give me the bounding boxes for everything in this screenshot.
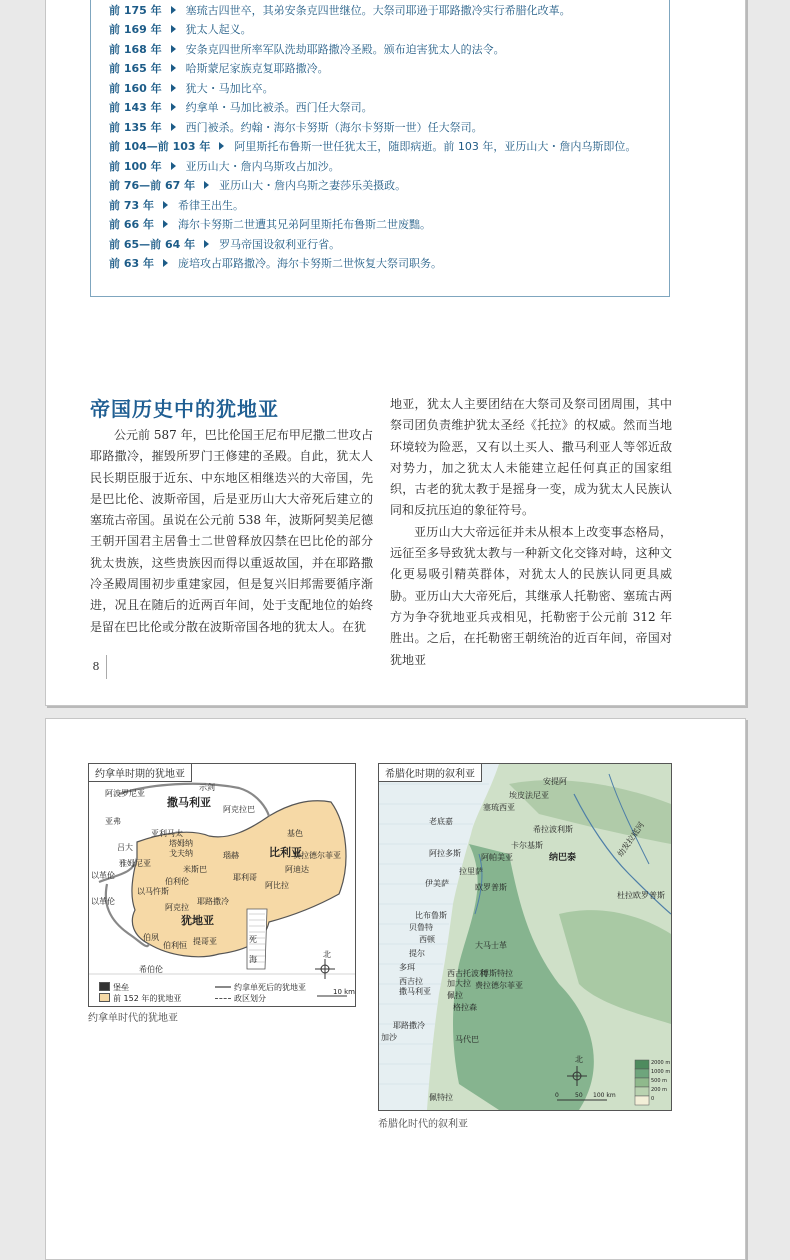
timeline-year: 前 76—前 67 年 — [109, 179, 196, 192]
timeline-row — [109, 82, 274, 96]
legend-swatch — [635, 1078, 649, 1087]
map-label: 费拉德尔菲亚 — [293, 851, 341, 860]
timeline-year: 前 169 年 — [109, 23, 162, 36]
map-label: 希拉波利斯 — [533, 825, 573, 834]
map-label: 纳巴泰 — [549, 853, 577, 863]
arrow-right-icon — [204, 240, 209, 248]
map-label: 卡尔基斯 — [511, 841, 543, 850]
map-label: 加沙 — [381, 1033, 397, 1042]
map-label: 费拉德尔菲亚 — [475, 981, 523, 990]
legend-swatch — [635, 1087, 649, 1096]
map-graphic — [89, 764, 355, 1006]
map-label: 佩特拉 — [429, 1093, 453, 1102]
arrow-right-icon — [204, 181, 209, 189]
arrow-right-icon — [171, 84, 176, 92]
timeline-year: 前 175 年 — [109, 3, 162, 17]
map-scale: 100 km — [593, 1092, 616, 1099]
timeline-year: 前 100 年 — [109, 159, 162, 173]
arrow-right-icon — [171, 45, 176, 53]
arrow-right-icon — [171, 6, 176, 14]
map-label: 西吉拉 — [399, 977, 423, 986]
map-label: 塔姆纳 — [169, 839, 193, 848]
timeline-year: 前 165 年 — [109, 62, 162, 75]
legend-judea-152: 前 152 年的犹地亚 — [99, 993, 181, 1004]
timeline-row — [109, 101, 373, 115]
legend-label: 500 m — [651, 1078, 668, 1084]
map-label: 耶利哥 — [233, 873, 257, 882]
map-label: 以马忤斯 — [137, 887, 169, 896]
timeline-row — [109, 160, 340, 174]
map-label: 加大拉 — [447, 979, 471, 988]
timeline-row — [109, 179, 406, 193]
book-page-left — [45, 0, 746, 706]
map-label: 西古托波利 — [447, 969, 487, 978]
timeline-year: 前 63 年 — [109, 257, 154, 270]
map-label: 阿帕美亚 — [481, 853, 513, 862]
timeline-event: 哈斯蒙尼家族克复耶路撒冷。 — [185, 62, 329, 75]
timeline-row — [109, 257, 442, 271]
map-label: 伯利伦 — [165, 877, 189, 886]
map-scale: 10 km — [333, 988, 356, 996]
arrow-right-icon — [219, 142, 224, 150]
map-label: 阿波罗尼亚 — [105, 789, 145, 798]
timeline-event: 西门被杀。约翰・海尔卡努斯（海尔卡努斯一世）任大祭司。 — [185, 120, 483, 134]
map-label: 雅姆尼亚 — [119, 859, 151, 868]
map-label: 伊美萨 — [425, 879, 449, 888]
timeline-row — [109, 238, 340, 252]
timeline-year: 前 65—前 64 年 — [109, 237, 196, 251]
map-judea-jonathan — [88, 763, 356, 1007]
timeline-event: 庞培攻占耶路撒冷。海尔卡努斯二世恢复大祭司职务。 — [177, 257, 442, 270]
timeline-row — [109, 23, 252, 37]
map-label: 死 — [249, 935, 257, 944]
map-label: 马代巴 — [455, 1035, 479, 1044]
map-caption: 约拿单时代的犹地亚 — [88, 1013, 178, 1024]
timeline-event: 亚历山大・詹内乌斯攻占加沙。 — [185, 159, 340, 173]
legend-border-admin: 政区划分 — [215, 993, 266, 1004]
map-label: 吕大 — [117, 843, 133, 852]
timeline-row — [109, 218, 431, 232]
map-label: 大马士革 — [475, 941, 507, 950]
map-label: 贝鲁特 — [409, 923, 433, 932]
book-page-right — [45, 718, 746, 1260]
article-paragraph: 地亚，犹太人主要团结在大祭司及祭司团周围，其中祭司团负责维护犹太圣经《托拉》的权威。然而当地环境较为险恶，又有以土买人、撒马利亚人等邻近敌对势力，加之犹太人未能建立起任何真正的国家组织，古老的犹太教于是摇身一变，成为犹太人民族认同和反抗压迫的象征符号。 — [390, 397, 672, 518]
map-hellenistic-syria — [378, 763, 672, 1111]
map-title: 希腊化时期的叙利亚 — [379, 764, 482, 782]
map-label: 海 — [249, 955, 257, 964]
map-label: 耶路撒冷 — [393, 1021, 425, 1030]
arrow-right-icon — [163, 259, 168, 267]
map-label: 基色 — [287, 829, 303, 838]
article-column-left — [90, 425, 373, 638]
map-label: 伯利恒 — [163, 941, 187, 950]
map-label: 佩拉 — [447, 991, 463, 1000]
timeline-row — [109, 4, 571, 18]
map-label: 格拉森 — [453, 1003, 477, 1012]
map-label: 米斯巴 — [183, 865, 207, 874]
map-label: 戈夫纳 — [169, 849, 193, 858]
map-scale: 0 — [555, 1092, 559, 1099]
map-label: 阿比拉 — [265, 881, 289, 890]
timeline-row — [109, 43, 505, 57]
legend-swatch — [99, 993, 110, 1002]
timeline-year: 前 168 年 — [109, 42, 162, 56]
map-label: 埃皮法尼亚 — [509, 791, 549, 800]
article-paragraph: 公元前 587 年，巴比伦国王尼布甲尼撒二世攻占耶路撒冷，摧毁所罗门王修建的圣殿。自此，犹太人民长期臣服于近东、中东地区相继迭兴的大帝国，先是巴比伦、波斯帝国，后是亚历山大大帝死后建立的塞琉古帝国。虽说在公元前 538 年，波斯阿契美尼德王朝开国君主居鲁士二世曾释放囚禁在巴比伦的部分犹太贵族，这些贵族因而得以重返故国，并在耶路撒冷圣殿周围初步重建家园，但是复兴旧邦需要循序渐进，况且在随后的近两百年间，处于支配地位的始终是留在巴比伦或分散在波斯帝国各地的犹太人。在犹 — [90, 428, 373, 634]
legend-label: 1000 m — [651, 1069, 671, 1075]
article-column-right — [390, 394, 672, 671]
map-label: 瑙赫 — [223, 851, 239, 860]
legend-swatch — [99, 982, 110, 991]
map-label: 希伯伦 — [139, 965, 163, 974]
timeline-year: 前 135 年 — [109, 120, 162, 134]
map-label: 亚弗 — [105, 817, 121, 826]
map-label: 阿克拉 — [165, 903, 189, 912]
timeline-year: 前 160 年 — [109, 81, 162, 95]
timeline-row — [109, 140, 636, 154]
legend-label: 2000 m — [651, 1060, 671, 1066]
map-north: 北 — [575, 1055, 583, 1064]
legend-label: 200 m — [651, 1087, 668, 1093]
map-scale: 50 — [575, 1092, 583, 1099]
page-number: 8 — [86, 655, 107, 679]
map-label: 多珥 — [399, 963, 415, 972]
map-label: 杜拉欧罗普斯 — [617, 891, 665, 900]
map-title: 约拿单时期的犹地亚 — [89, 764, 192, 782]
map-label: 阿迪达 — [285, 865, 309, 874]
legend-swatch — [635, 1060, 649, 1069]
map-label: 西顿 — [419, 935, 435, 944]
map-label: 塞琉西亚 — [483, 803, 515, 812]
map-caption: 希腊化时代的叙利亚 — [378, 1119, 468, 1130]
timeline-event: 阿里斯托布鲁斯一世任犹太王，随即病逝。前 103 年，亚历山大・詹内乌斯即位。 — [234, 140, 637, 153]
timeline-box — [90, 0, 670, 297]
article-paragraph: 亚历山大大帝远征并未从根本上改变事态格局，远征至多导致犹太教与一种新文化交锋对峙，这种文化更易吸引精英群体，对犹太人的民族认同更具威胁。亚历山大大帝死后，其继承人托勒密、塞琉古两方为争夺犹地亚兵戎相见，托勒密于公元前 312 年胜出。之后，在托勒密王朝统治的近百年间，帝国对犹地亚 — [390, 524, 672, 667]
map-label: 提尔 — [409, 949, 425, 958]
arrow-right-icon — [171, 64, 176, 72]
map-label: 伯夙 — [143, 933, 159, 942]
map-label: 老底嘉 — [429, 817, 453, 826]
arrow-right-icon — [163, 220, 168, 228]
map-label: 博斯特拉 — [481, 969, 513, 978]
map-label: 欧罗普斯 — [475, 883, 507, 892]
timeline-event: 罗马帝国设叙利亚行省。 — [219, 237, 341, 251]
timeline-event: 海尔卡努斯二世遭其兄弟阿里斯托布鲁斯二世废黜。 — [177, 218, 431, 231]
timeline-year: 前 73 年 — [109, 198, 154, 212]
map-label: 提哥亚 — [193, 937, 217, 946]
map-label: 亚利马太 — [151, 829, 183, 838]
arrow-right-icon — [163, 201, 168, 209]
map-label: 撒马利亚 — [167, 796, 211, 809]
legend-swatch — [635, 1096, 649, 1105]
legend-label: 0 — [651, 1096, 655, 1102]
timeline-year: 前 104—前 103 年 — [109, 140, 211, 153]
timeline-year: 前 66 年 — [109, 218, 154, 231]
arrow-right-icon — [171, 103, 176, 111]
map-label: 犹地亚 — [181, 914, 214, 927]
timeline-event: 希律王出生。 — [177, 198, 244, 212]
map-label: 比布鲁斯 — [415, 911, 447, 920]
map-label: 比利亚 — [269, 846, 302, 859]
timeline-event: 约拿单・马加比被杀。西门任大祭司。 — [185, 101, 373, 114]
timeline-event: 塞琉古四世卒，其弟安条克四世继位。大祭司耶逊于耶路撒冷实行希腊化改革。 — [185, 3, 571, 17]
section-title: 帝国历史中的犹地亚 — [90, 397, 279, 421]
map-label: 幼发拉底河 — [615, 820, 647, 859]
legend-fortress: 堡垒 — [99, 982, 129, 993]
timeline-event: 亚历山大・詹内乌斯之妻莎乐美摄政。 — [219, 179, 407, 192]
map-label: 以革伦 — [91, 897, 115, 906]
map-label: 耶路撒冷 — [197, 897, 229, 906]
map-label: 以革伦 — [91, 871, 115, 880]
map-label: 阿拉多斯 — [429, 849, 461, 858]
timeline-row — [109, 121, 483, 135]
timeline-row — [109, 62, 329, 76]
legend-swatch — [635, 1069, 649, 1078]
map-label: 阿克拉巴 — [223, 805, 255, 814]
map-label: 撒马利亚 — [399, 987, 431, 996]
map-north: 北 — [323, 950, 331, 959]
arrow-right-icon — [171, 25, 176, 33]
arrow-right-icon — [171, 123, 176, 131]
arrow-right-icon — [171, 162, 176, 170]
timeline-event: 安条克四世所率军队洗劫耶路撒冷圣殿。颁布迫害犹太人的法令。 — [185, 42, 505, 56]
legend-border-death: 约拿单死后的犹地亚 — [215, 982, 306, 993]
map-label: 安提阿 — [543, 777, 567, 786]
map-label: 拉里萨 — [459, 867, 483, 876]
compass — [315, 959, 335, 979]
timeline-row — [109, 199, 244, 213]
timeline-event: 犹大・马加比卒。 — [185, 81, 274, 95]
timeline-year: 前 143 年 — [109, 101, 162, 114]
map-label: 示剑 — [199, 783, 215, 792]
timeline-event: 犹太人起义。 — [185, 23, 252, 36]
